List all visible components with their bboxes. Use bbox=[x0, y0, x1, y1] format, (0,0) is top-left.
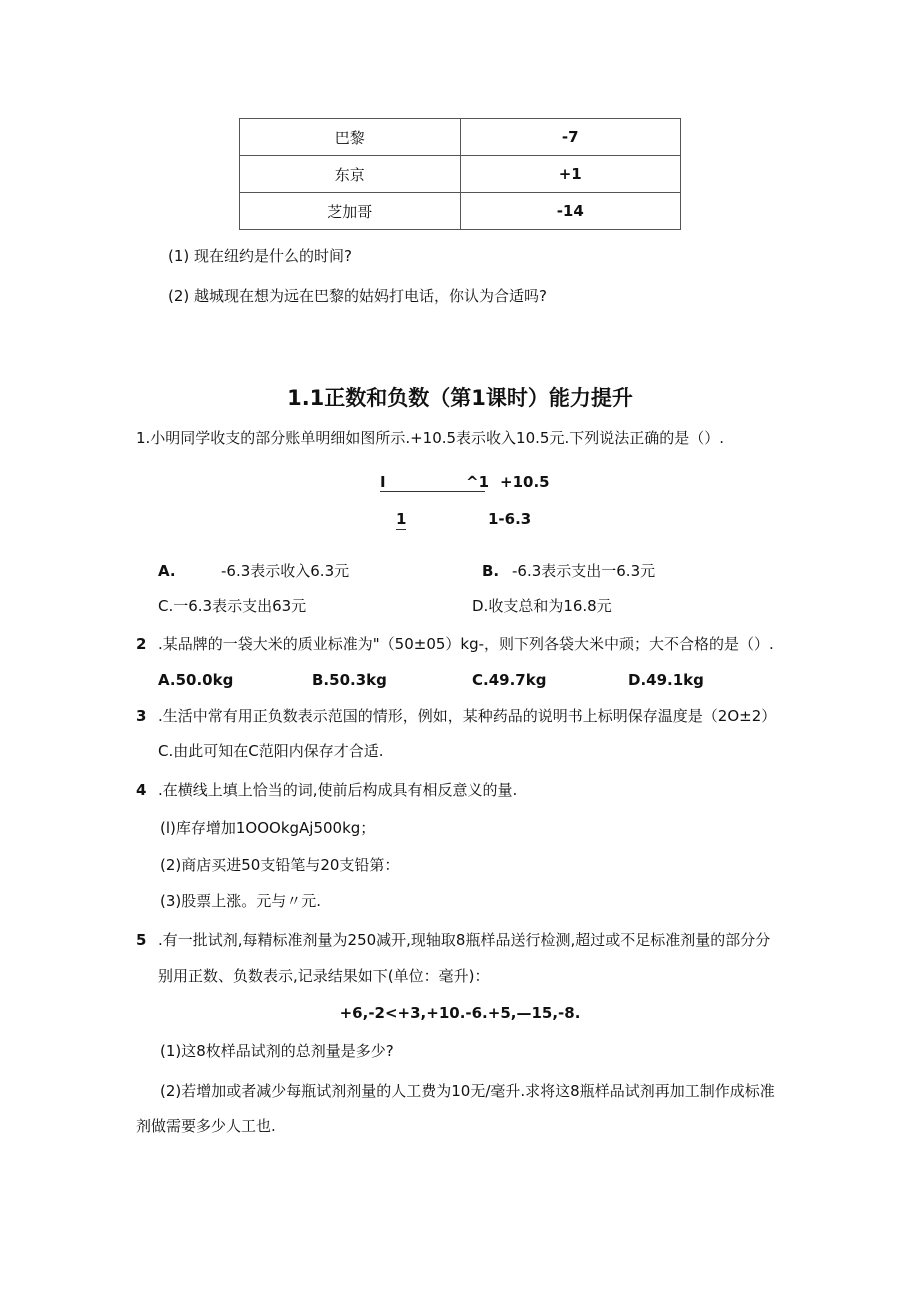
option-b: B.50.3kg bbox=[312, 671, 387, 689]
question-2-stem: .某品牌的一袋大米的质业标准为"（50±05）kg-，则下列各袋大米中顽；大不合格的是（）. bbox=[158, 635, 774, 653]
city-cell: 东京 bbox=[240, 156, 461, 193]
question-4-item-1: (l)库存增加1OOOkgAj500kg； bbox=[160, 819, 376, 837]
prev-question-1: (1) 现在纽约是什么的时间? bbox=[168, 247, 352, 265]
prev-question-2: (2) 越城现在想为远在巴黎的姑妈打电话，你认为合适吗? bbox=[168, 287, 547, 305]
option-label: A. bbox=[158, 562, 176, 580]
ledger-text: ^1 bbox=[466, 473, 490, 491]
question-5-line-2: 别用正数、负数表示,记录结果如下(单位：毫升)： bbox=[158, 967, 490, 985]
question-number: 5 bbox=[136, 931, 147, 949]
city-cell: 巴黎 bbox=[240, 119, 461, 156]
measurement-data: +6,-2<+3,+10.-6.+5,—15,-8. bbox=[339, 1004, 581, 1022]
time-difference-table bbox=[239, 118, 681, 230]
question-5-item-2-cont: 剂做需要多少人工也. bbox=[136, 1117, 276, 1135]
question-5-item-2: (2)若增加或者减少每瓶试剂剂量的人工费为10无/毫升.求将这8瓶样品试剂再加工制作成标准 bbox=[160, 1082, 775, 1100]
option-c: C.49.7kg bbox=[472, 671, 547, 689]
difference-cell: -7 bbox=[460, 119, 681, 156]
question-number: 3 bbox=[136, 707, 147, 725]
question-number: 2 bbox=[136, 635, 147, 653]
option-b: -6.3表示支出一6.3元 bbox=[512, 562, 656, 580]
question-3-line-2: C.由此可知在C范阳内保存才合适. bbox=[158, 742, 384, 760]
option-label: B. bbox=[482, 562, 500, 580]
city-cell: 芝加哥 bbox=[240, 193, 461, 230]
ledger-text: +10.5 bbox=[500, 473, 550, 491]
question-5-line-1: .有一批试剂,每精标准剂量为250减开,现轴取8瓶样品送行检测,超过或不足标准剂量的部分分 bbox=[158, 931, 771, 949]
option-d: D.49.1kg bbox=[628, 671, 704, 689]
question-4-item-2: (2)商店买进50支铅笔与20支铅第： bbox=[160, 856, 400, 874]
question-5-item-1: (1)这8枚样品试剂的总剂量是多少? bbox=[160, 1042, 394, 1060]
ledger-text: 1 bbox=[396, 510, 407, 528]
table-row bbox=[240, 193, 681, 230]
table-row bbox=[240, 119, 681, 156]
option-a: A.50.0kg bbox=[158, 671, 234, 689]
ledger-text: I bbox=[380, 473, 386, 491]
difference-cell: +1 bbox=[460, 156, 681, 193]
option-d: D.收支总和为16.8元 bbox=[472, 597, 612, 615]
difference-cell: -14 bbox=[460, 193, 681, 230]
option-c: C.一6.3表示支出63元 bbox=[158, 597, 307, 615]
option-a: -6.3表示收入6.3元 bbox=[221, 562, 350, 580]
section-title: 1.1正数和负数（第1课时）能力提升 bbox=[287, 386, 633, 410]
question-number: 4 bbox=[136, 781, 147, 799]
question-4-item-3: (3)股票上涨。元与〃元. bbox=[160, 892, 322, 910]
ledger-text: 1-6.3 bbox=[488, 510, 532, 528]
question-3-line-1: .生活中常有用正负数表示范国的情形，例如，某种药品的说明书上标明保存温度是（2O±2） bbox=[158, 707, 777, 725]
question-1-stem: 1.小明同学收支的部分账单明细如图所示.+10.5表示收入10.5元.下列说法正确的是（）. bbox=[136, 429, 724, 447]
question-4-stem: .在横线上填上恰当的词,使前后构成具有相反意义的量. bbox=[158, 781, 518, 799]
table-row bbox=[240, 156, 681, 193]
